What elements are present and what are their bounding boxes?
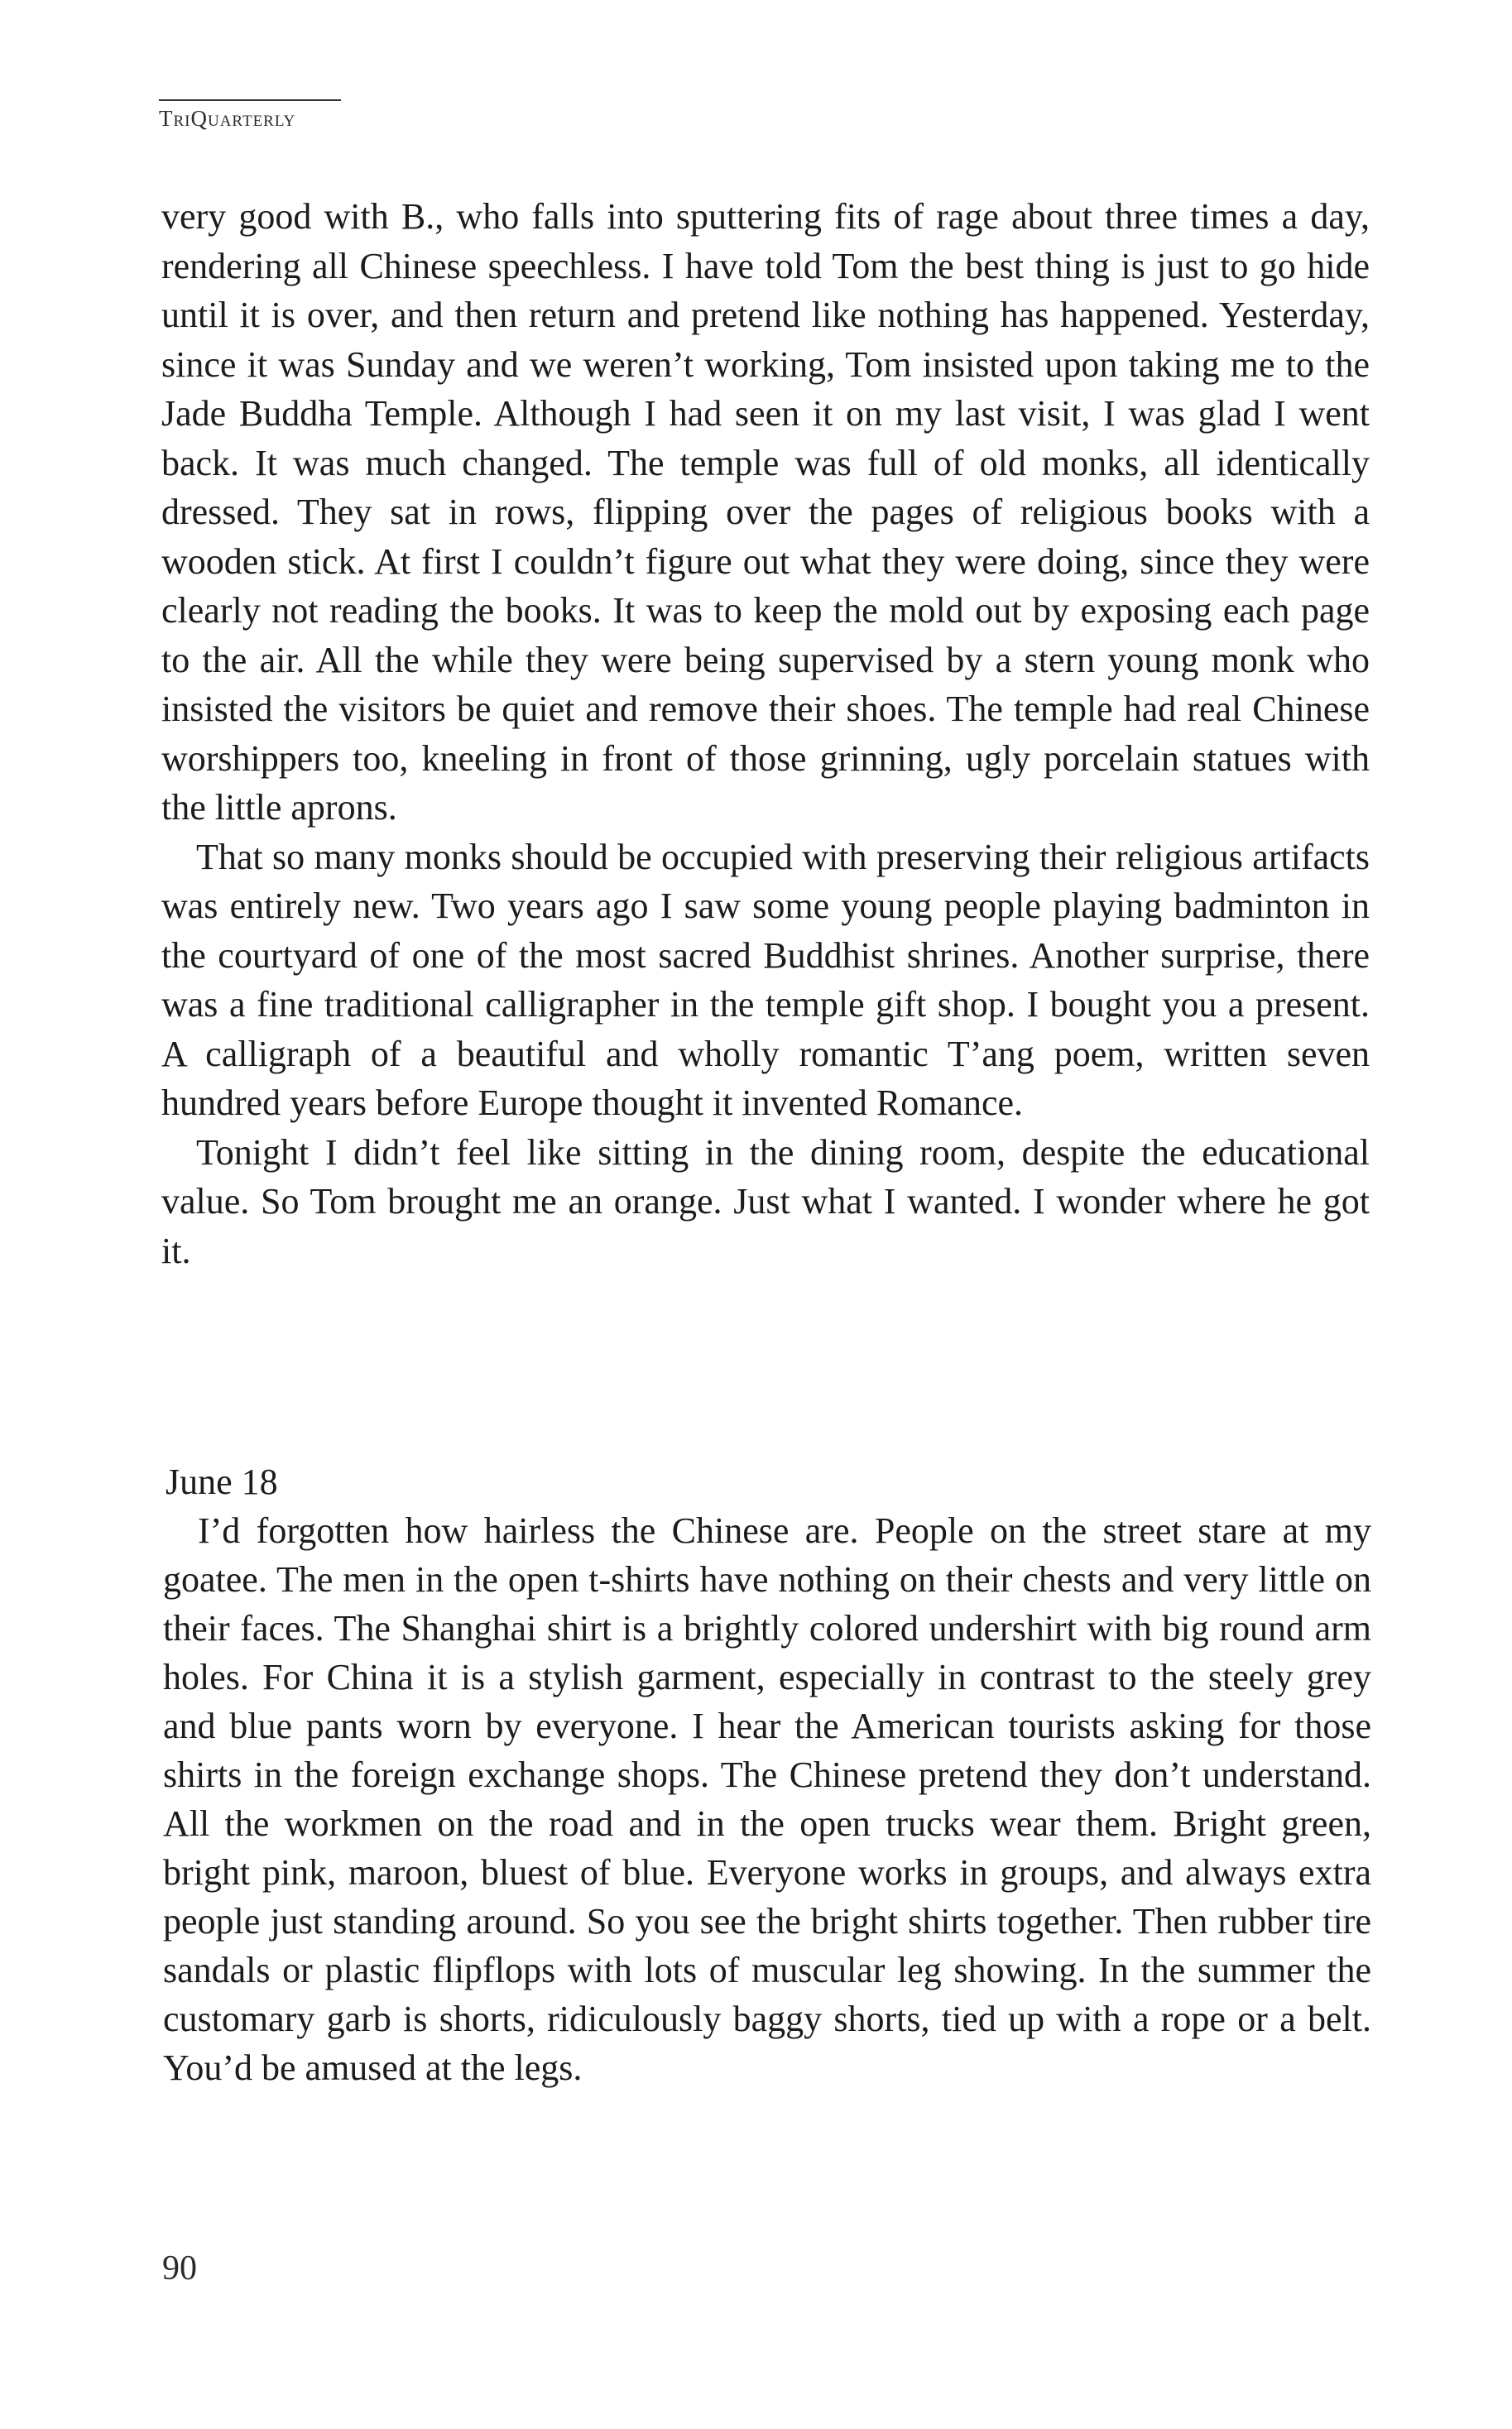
entry-date: June 18 — [166, 1462, 278, 1502]
paragraph: very good with B., who falls into sputtering fits of rage about three times a day, rendering all Chinese speechless. I have told Tom the best thing is just to go hide until it is over, and then return and pretend like nothing has happened. Yesterday, since it was Sunday and we weren’t working, Tom insisted upon taking me to the Jade Buddha Temple. Although I had seen it on my last visit, I was glad I went back. It was much changed. The temple was full of old monks, all identically dressed. They sat in rows, flipping over the pages of religious books with a wooden stick. At first I couldn’t figure out what they were doing, since they were clearly not reading the books. It was to keep the mold out by exposing each page to the air. All the while they were being supervised by a stern young monk who insisted the visitors be quiet and remove their shoes. The temple had real Chinese worshippers too, kneeling in front of those grinning, ugly porcelain statues with the little aprons. — [161, 196, 1370, 828]
running-head-rule — [159, 99, 341, 101]
paragraph: That so many monks should be occupied with preserving their religious artifacts was entirely new. Two years ago I saw some young people playing badminton in the courtyard of one of the most sacred Buddhist shrines. Another surprise, there was a fine traditional calligrapher in the temple gift shop. I bought you a present. A calligraph of a beautiful and wholly romantic T’ang poem, written seven hundred years before Europe thought it invented Romance. — [161, 836, 1370, 1123]
body-text — [161, 192, 1370, 1275]
page-number: 90 — [162, 2249, 197, 2287]
paragraph: Tonight I didn’t feel like sitting in the dining room, despite the educational value. So Tom brought me an orange. Just what I wanted. I wonder where he got it. — [161, 1131, 1370, 1271]
entry-text — [163, 1506, 1371, 2092]
running-head: TriQuarterly — [159, 106, 296, 131]
paragraph: I’d forgotten how hairless the Chinese are. People on the street stare at my goatee. The men in the open t-shirts have nothing on their chests and very little on their faces. The Shanghai shirt is a brightly colored undershirt with big round arm holes. For China it is a stylish garment, especially in contrast to the steely grey and blue pants worn by everyone. I hear the American tourists asking for those shirts in the foreign exchange shops. The Chinese pretend they don’t understand. All the workmen on the road and in the open trucks wear them. Bright green, bright pink, maroon, bluest of blue. Everyone works in groups, and always extra people just standing around. So you see the bright shirts together. Then rubber tire sandals or plastic flipflops with lots of muscular leg showing. In the summer the customary garb is shorts, ridiculously baggy shorts, tied up with a rope or a belt. You’d be amused at the legs. — [163, 1510, 1371, 2088]
